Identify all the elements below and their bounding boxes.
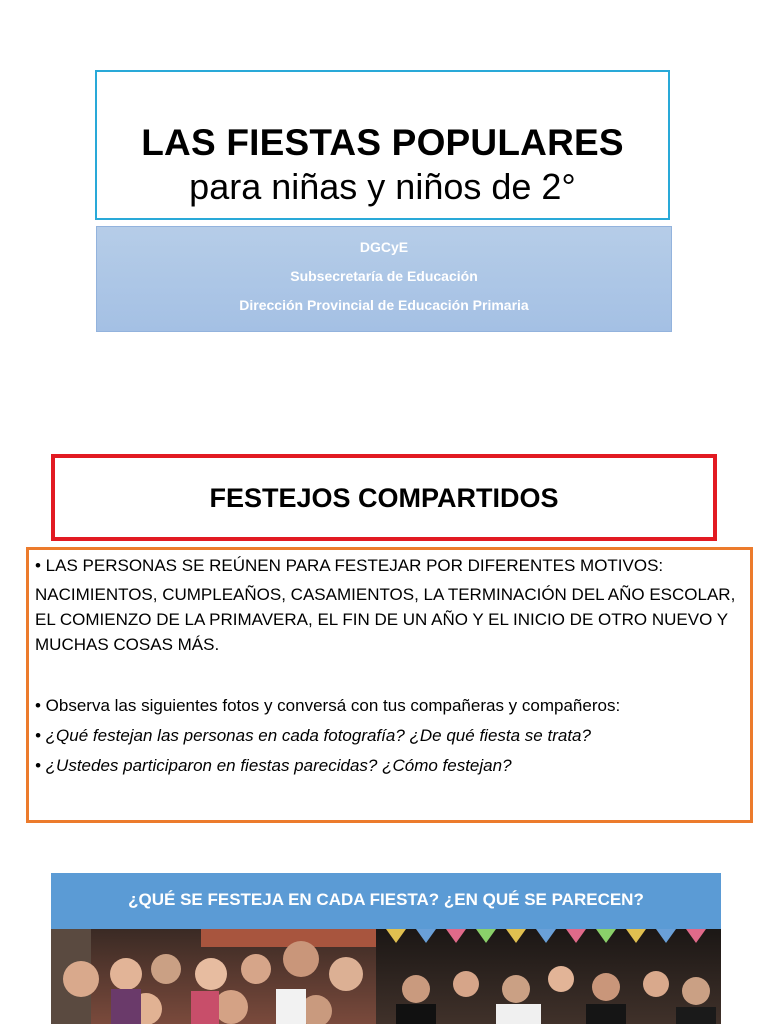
institution-line: Dirección Provincial de Educación Primaria [239,297,529,313]
page-subtitle: para niñas y niños de 2° [189,166,576,207]
page-title: LAS FIESTAS POPULARES [141,122,624,163]
section-heading: FESTEJOS COMPARTIDOS [51,454,717,541]
question-text: • ¿Qué festejan las personas en cada fotografía? ¿De qué fiesta se trata? [35,726,591,745]
question-banner: ¿QUÉ SE FESTEJA EN CADA FIESTA? ¿EN QUÉ SE PARECEN? [51,873,721,929]
title-box [95,70,670,220]
institution-line: Subsecretaría de Educación [290,268,478,284]
bullet-text: • Observa las siguientes fotos y conversá con tus compañeras y compañeros: [35,696,621,715]
section-text-box [26,547,753,823]
bullet-text: • LAS PERSONAS SE REÚNEN PARA FESTEJAR POR DIFERENTES MOTIVOS: [35,556,664,575]
question-text: • ¿Ustedes participaron en fiestas parecidas? ¿Cómo festejan? [35,756,512,775]
party-photo-children [51,929,376,1024]
spacer [35,657,744,691]
party-photo-children-image [51,929,376,1024]
party-photo-wedding-image [376,929,721,1024]
institution-line: DGCyE [359,239,409,255]
institution-box [96,226,672,332]
motives-paragraph: NACIMIENTOS, CUMPLEAÑOS, CASAMIENTOS, LA TERMINACIÓN DEL AÑO ESCOLAR, EL COMIENZO DE LA PRIMAVERA, EL FIN DE UN AÑO Y EL INICIO DE OTRO NUEVO Y MUCHAS COSAS MÁS. [35,585,736,654]
party-photo-wedding [376,929,721,1024]
